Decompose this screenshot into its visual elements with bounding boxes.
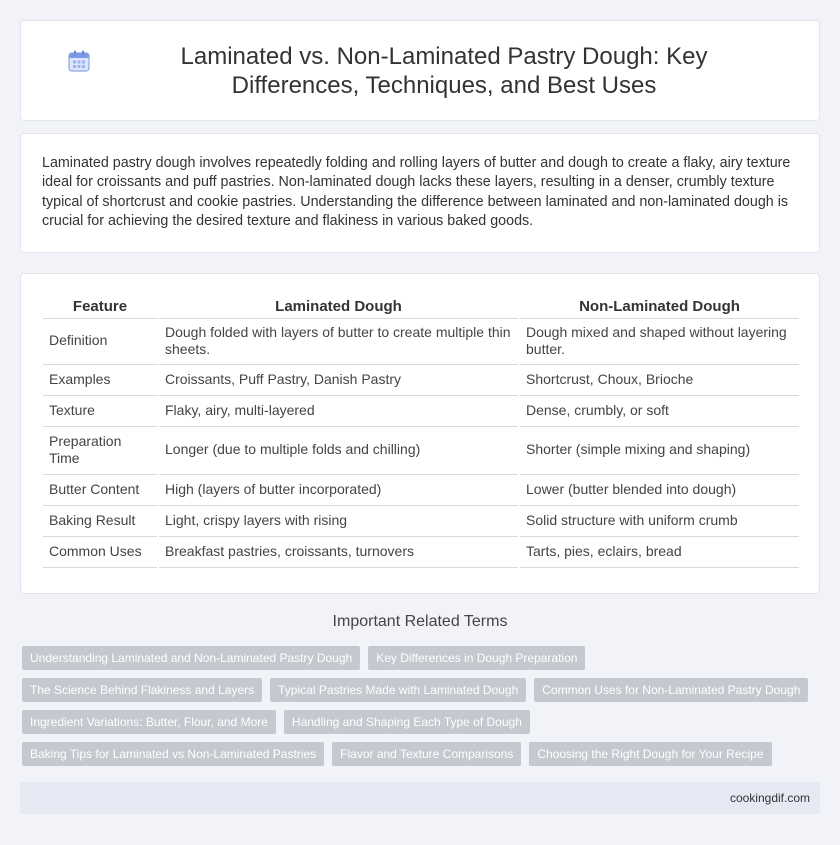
comparison-table [43, 294, 799, 568]
related-term-tag[interactable]: The Science Behind Flakiness and Layers [22, 678, 262, 702]
related-term-tag[interactable]: Baking Tips for Laminated vs Non-Laminated Pastries [22, 742, 324, 766]
calendar-icon [66, 48, 92, 74]
table-cell: Lower (butter blended into dough) [519, 474, 799, 505]
table-cell: Shortcrust, Choux, Brioche [519, 364, 799, 395]
table-cell: Flaky, airy, multi-layered [158, 395, 519, 426]
table-cell: Preparation Time [43, 426, 158, 474]
table-cell: Solid structure with uniform crumb [519, 505, 799, 536]
intro-card [20, 133, 820, 253]
table-row [43, 536, 799, 567]
table-cell: Baking Result [43, 505, 158, 536]
table-cell: Butter Content [43, 474, 158, 505]
table-cell: Examples [43, 364, 158, 395]
table-cell: Dense, crumbly, or soft [519, 395, 799, 426]
table-cell: Longer (due to multiple folds and chilling) [158, 426, 519, 474]
related-term-tag[interactable]: Ingredient Variations: Butter, Flour, and More [22, 710, 276, 734]
table-row [43, 474, 799, 505]
related-terms-heading: Important Related Terms [332, 613, 508, 630]
related-term-tag[interactable]: Flavor and Texture Comparisons [332, 742, 521, 766]
table-cell: Croissants, Puff Pastry, Danish Pastry [158, 364, 519, 395]
table-row [43, 364, 799, 395]
footer [20, 782, 820, 814]
table-cell: Tarts, pies, eclairs, bread [519, 536, 799, 567]
table-cell: Texture [43, 395, 158, 426]
table-row [43, 505, 799, 536]
column-header-non-laminated: Non-Laminated Dough [519, 294, 799, 318]
page-title: Laminated vs. Non-Laminated Pastry Dough: Key Differences, Techniques, and Best Uses [180, 42, 708, 99]
related-term-tag[interactable]: Key Differences in Dough Preparation [368, 646, 585, 670]
table-cell: Common Uses [43, 536, 158, 567]
table-cell: Light, crispy layers with rising [158, 505, 519, 536]
intro-text: Laminated pastry dough involves repeatedly folding and rolling layers of butter and dough to create a flaky, airy texture ideal for croissants and puff pastries. Non-laminated dough lacks these layers, resulting in a denser, crumbly texture typical of shortcrust and cookie pastries. Understanding the difference between laminated and non-laminated dough is crucial for achieving the desired texture and flakiness in various baked goods. [42, 155, 791, 229]
related-term-tag[interactable]: Understanding Laminated and Non-Laminated Pastry Dough [22, 646, 360, 670]
related-term-tag[interactable]: Choosing the Right Dough for Your Recipe [529, 742, 771, 766]
related-term-tag[interactable]: Common Uses for Non-Laminated Pastry Dough [534, 678, 808, 702]
table-cell: Breakfast pastries, croissants, turnovers [158, 536, 519, 567]
table-cell: Definition [43, 318, 158, 364]
table-cell: Dough folded with layers of butter to create multiple thin sheets. [158, 318, 519, 364]
table-cell: High (layers of butter incorporated) [158, 474, 519, 505]
table-header-row [43, 294, 799, 318]
site-name[interactable]: cookingdif.com [729, 791, 810, 805]
title-card [20, 20, 820, 121]
column-header-laminated: Laminated Dough [158, 294, 519, 318]
tag-row [22, 742, 822, 766]
table-cell: Dough mixed and shaped without layering butter. [519, 318, 799, 364]
table-row [43, 426, 799, 474]
tag-row [22, 646, 822, 670]
tag-row [22, 710, 822, 734]
table-row [43, 318, 799, 364]
table-cell: Shorter (simple mixing and shaping) [519, 426, 799, 474]
table-row [43, 395, 799, 426]
related-term-tag[interactable]: Handling and Shaping Each Type of Dough [284, 710, 530, 734]
tag-row [22, 678, 822, 702]
comparison-table-card [20, 273, 820, 594]
column-header-feature: Feature [43, 294, 158, 318]
related-term-tag[interactable]: Typical Pastries Made with Laminated Dough [270, 678, 526, 702]
related-terms-list [22, 646, 822, 774]
